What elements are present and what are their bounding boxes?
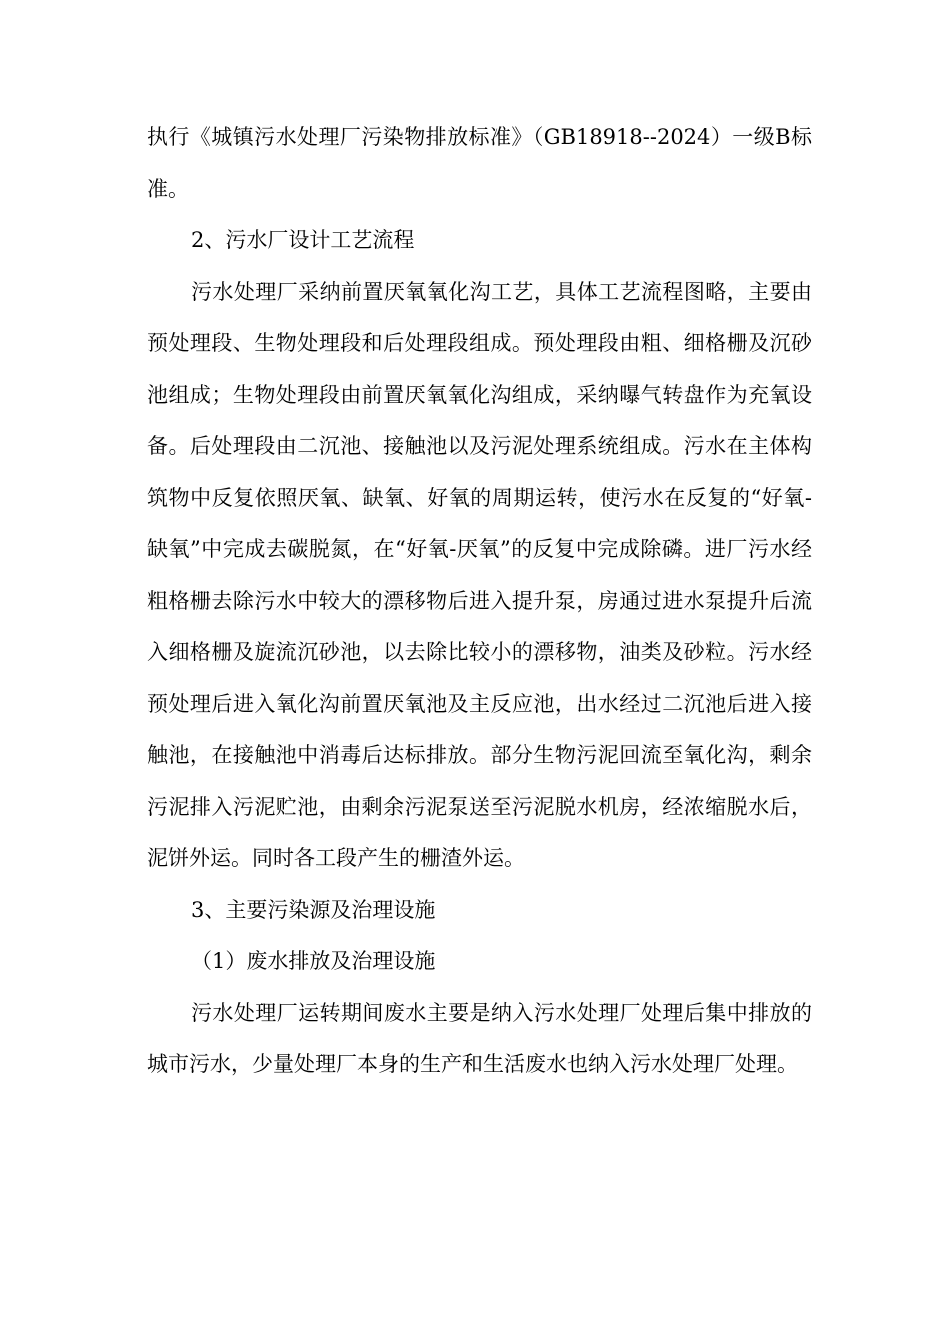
document-body [147, 112, 812, 1091]
paragraph-standard: 执行《城镇污水处理厂污染物排放标准》（GB18918--2024）一级B标准。 [147, 125, 812, 201]
paragraph-wastewater-treatment: 污水处理厂运转期间废水主要是纳入污水处理厂处理后集中排放的城市污水，少量处理厂本身的生产和生活废水也纳入污水处理厂处理。 [147, 1000, 812, 1076]
section-heading-pollution-sources: 3、主要污染源及治理设施 [191, 897, 436, 922]
paragraph-process-description: 污水处理厂采纳前置厌氧氧化沟工艺，具体工艺流程图略，主要由预处理段、生物处理段和后处理段组成。预处理段由粗、细格栅及沉砂池组成；生物处理段由前置厌氧氧化沟组成，采纳曝气转盘作为充氧设备。后处理段由二沉池、接触池以及污泥处理系统组成。污水在主体构筑物中反复依照厌氧、缺氧、好氧的周期运转，使污水在反复的“好氧-缺氧”中完成去碳脱氮，在“好氧-厌氧”的反复中完成除磷。进厂污水经粗格栅去除污水中较大的漂移物后进入提升泵，房通过进水泵提升后流入细格栅及旋流沉砂池，以去除比较小的漂移物，油类及砂粒。污水经预处理后进入氧化沟前置厌氧池及主反应池，出水经过二沉池后进入接触池，在接触池中消毒后达标排放。部分生物污泥回流至氧化沟，剩余污泥排入污泥贮池，由剩余污泥泵送至污泥脱水机房，经浓缩脱水后，泥饼外运。同时各工段产生的栅渣外运。 [147, 279, 812, 870]
section-heading-process-flow: 2、污水厂设计工艺流程 [191, 228, 415, 252]
subsection-heading-wastewater: （1）废水排放及治理设施 [191, 949, 436, 973]
